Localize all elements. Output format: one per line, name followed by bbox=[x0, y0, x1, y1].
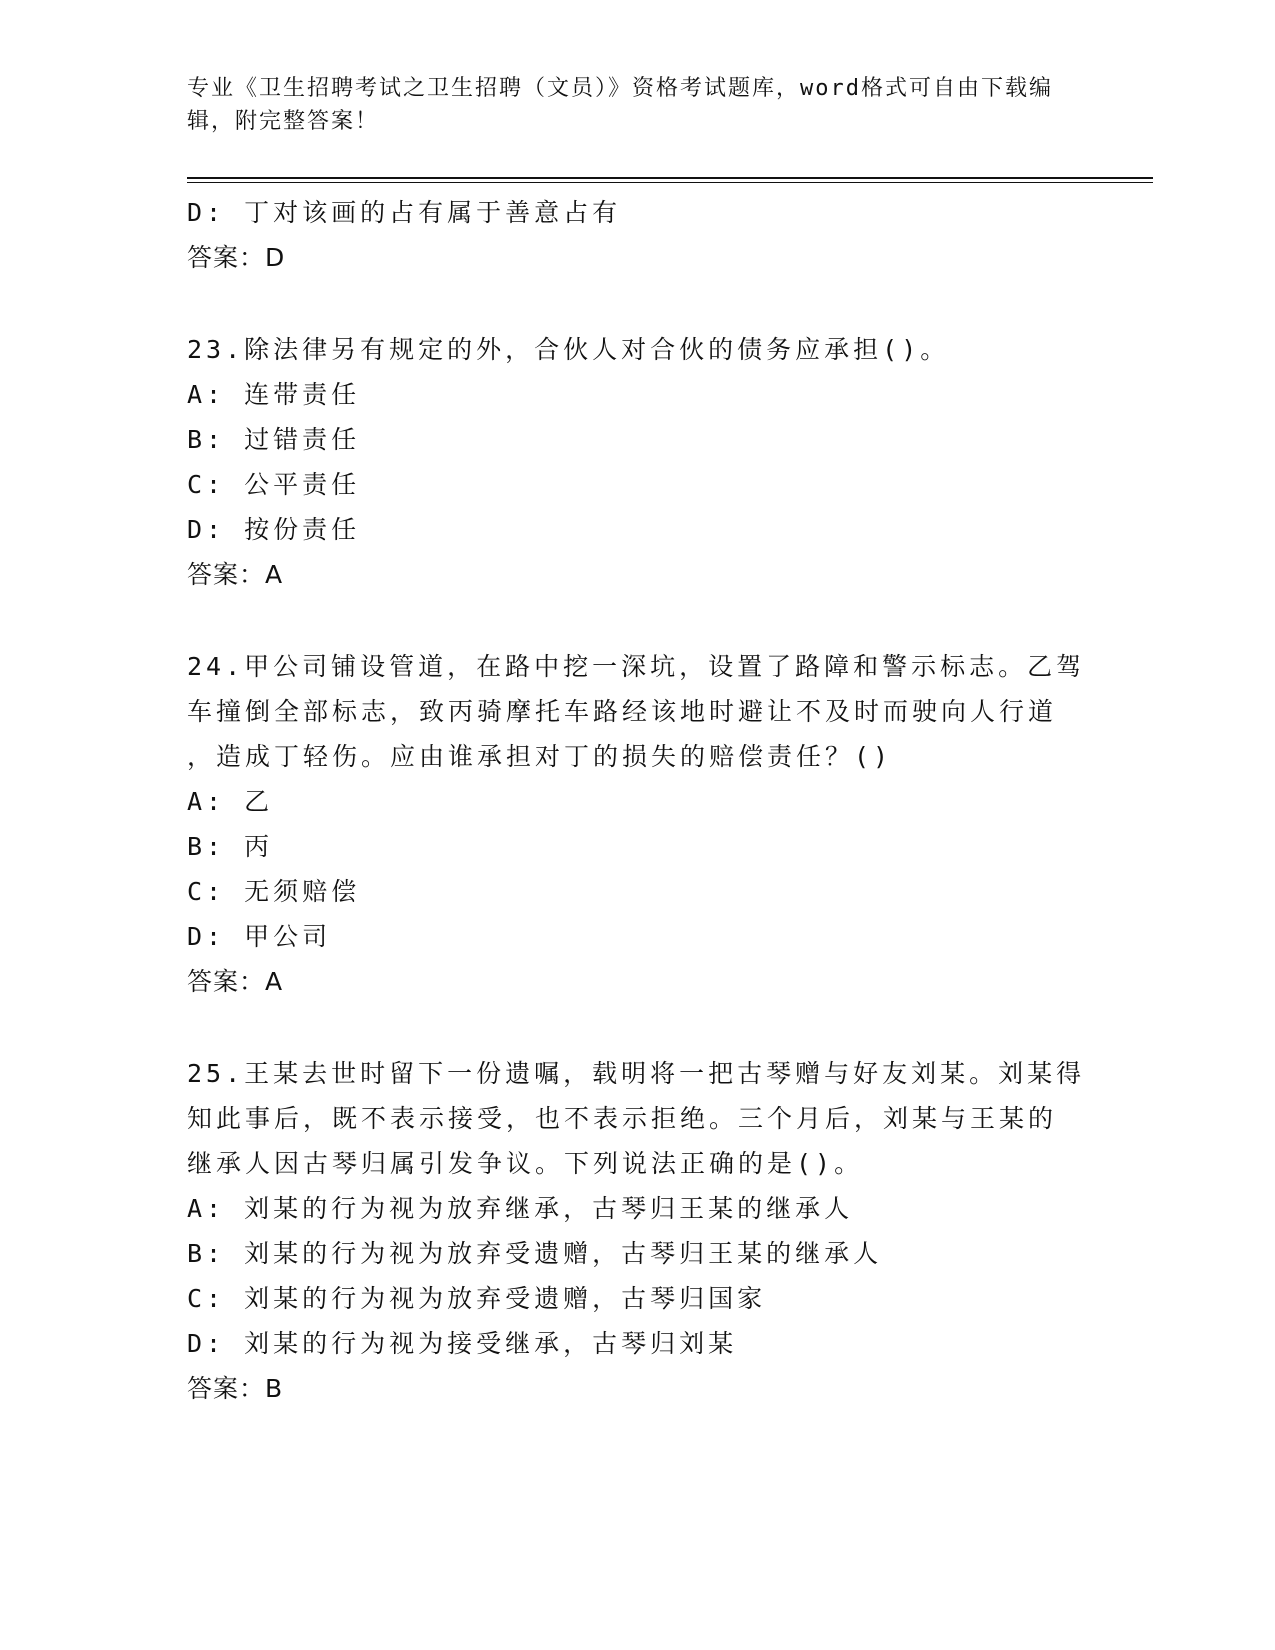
option-a: A: 刘某的行为视为放弃继承，古琴归王某的继承人 bbox=[187, 1194, 854, 1223]
header-divider-thick bbox=[187, 177, 1153, 179]
option-b: B: 过错责任 bbox=[187, 425, 361, 454]
option-d: D: 甲公司 bbox=[187, 922, 332, 951]
question-stem-line: 继承人因古琴归属引发争议。下列说法正确的是()。 bbox=[187, 1149, 864, 1178]
option-d: D: 按份责任 bbox=[187, 515, 361, 544]
answer-line: 答案：B bbox=[187, 1374, 284, 1403]
option-d: D: 丁对该画的占有属于善意占有 bbox=[187, 198, 622, 227]
question-stem-line: 车撞倒全部标志，致丙骑摩托车路经该地时避让不及时而驶向人行道 bbox=[187, 697, 1058, 726]
answer-line: 答案：D bbox=[187, 243, 286, 272]
question-stem-line: 25.王某去世时留下一份遗嘱，载明将一把古琴赠与好友刘某。刘某得 bbox=[187, 1059, 1086, 1088]
question-stem-line: 24.甲公司铺设管道，在路中挖一深坑，设置了路障和警示标志。乙驾 bbox=[187, 652, 1086, 681]
option-c: C: 公平责任 bbox=[187, 470, 361, 499]
carryover-block bbox=[187, 190, 1087, 280]
option-b: B: 丙 bbox=[187, 832, 274, 861]
question-24 bbox=[187, 644, 1087, 1004]
question-23 bbox=[187, 327, 1087, 597]
option-c: C: 无须赔偿 bbox=[187, 877, 361, 906]
option-a: A: 乙 bbox=[187, 787, 274, 816]
option-b: B: 刘某的行为视为放弃受遗赠，古琴归王某的继承人 bbox=[187, 1239, 883, 1268]
answer-line: 答案：A bbox=[187, 967, 284, 996]
option-a: A: 连带责任 bbox=[187, 380, 361, 409]
document-header: 专业《卫生招聘考试之卫生招聘（文员）》资格考试题库，word格式可自由下载编辑，附完整答案！ bbox=[187, 76, 1053, 134]
question-stem-line: 23.除法律另有规定的外，合伙人对合伙的债务应承担()。 bbox=[187, 335, 950, 364]
question-list bbox=[187, 190, 1087, 1411]
question-stem-line: 知此事后，既不表示接受，也不表示拒绝。三个月后，刘某与王某的 bbox=[187, 1104, 1058, 1133]
answer-line: 答案：A bbox=[187, 560, 284, 589]
question-25 bbox=[187, 1051, 1087, 1411]
option-c: C: 刘某的行为视为放弃受遗赠，古琴归国家 bbox=[187, 1284, 767, 1313]
header-divider-thin bbox=[187, 182, 1153, 183]
question-stem-line: ，造成丁轻伤。应由谁承担对丁的损失的赔偿责任？() bbox=[187, 742, 893, 771]
option-d: D: 刘某的行为视为接受继承，古琴归刘某 bbox=[187, 1329, 738, 1358]
